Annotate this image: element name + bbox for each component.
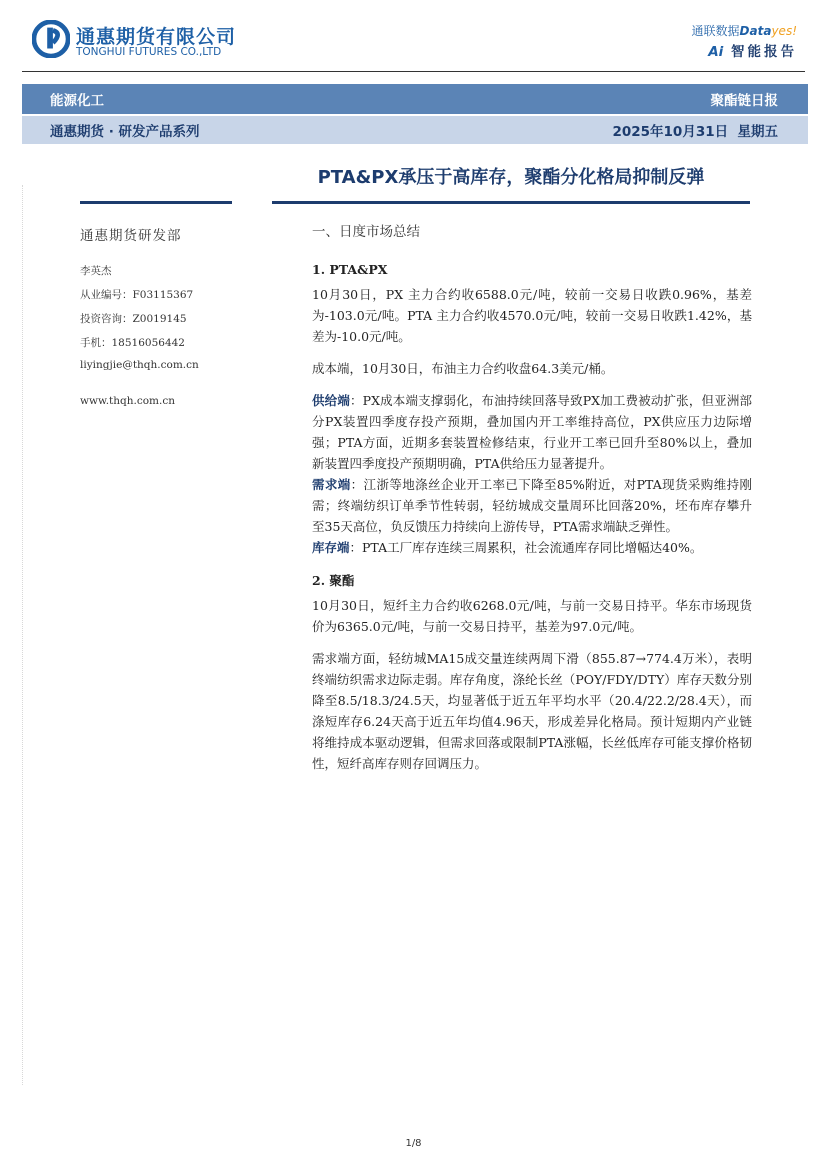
subsection-heading-polyester: 2. 聚酯	[312, 573, 355, 588]
license-number: 从业编号：F03115367	[80, 289, 194, 301]
partner-logo	[692, 22, 797, 39]
paragraph-demand	[312, 474, 752, 537]
company-logo-icon	[32, 20, 70, 58]
paragraph-pta-px-prices: 10月30日，PX 主力合约收6588.0元/吨，较前一交易日收跌0.96%，基差为-103.0元/吨。PTA 主力合约收4570.0元/吨，较前一交易日收跌1.42%，基差为-10.0元/吨。	[312, 287, 752, 344]
title-divider-left	[80, 201, 232, 204]
analyst-name: 李英杰	[80, 265, 112, 277]
paragraph-cost: 成本端，10月30日，布油主力合约收盘64.3美元/桶。	[312, 361, 614, 376]
supply-label: 供给端	[312, 393, 350, 408]
title-divider-right	[272, 201, 750, 204]
paragraph-polyester-demand: 需求端方面，轻纺城MA15成交量连续两周下滑（855.87→774.4万米），表明终端纺织需求边际走弱。库存角度，涤纶长丝（POY/FDY/DTY）库存天数分别降至8.5/18.3/24.5天，均显著低于近五年平均水平（20.4/22.2/28.4天），而涤短库存6.24天高于近五年均值4.96天，形成差异化格局。预计短期内产业链将维持成本驱动逻辑，但需求回落或限制PTA涨幅，长丝低库存可能支撑价格韧性，短纤高库存则存回调压力。	[312, 651, 752, 771]
inventory-text: ：PTA工厂库存连续三周累积，社会流通库存同比增幅达40%。	[349, 540, 703, 555]
series-band	[22, 116, 808, 144]
main-content	[312, 222, 752, 774]
header-divider	[22, 71, 805, 72]
paragraph-staple-fiber: 10月30日，短纤主力合约收6268.0元/吨，与前一交易日持平。华东市场现货价为6365.0元/吨，与前一交易日持平，基差为97.0元/吨。	[312, 598, 752, 634]
company-name-en: TONGHUI FUTURES CO.,LTD	[76, 46, 222, 58]
report-date: 2025年10月31日 星期五	[612, 124, 778, 140]
paragraph-supply	[312, 390, 752, 474]
ai-report-label	[708, 40, 797, 60]
department-name: 通惠期货研发部	[80, 228, 182, 244]
subsection-heading-pta-px: 1. PTA&PX	[312, 262, 388, 277]
company-name-cn: 通惠期货有限公司	[76, 26, 237, 48]
website-link[interactable]: www.thqh.com.cn	[80, 395, 175, 407]
partner-yes: yes!	[771, 24, 797, 38]
partner-prefix: 通联数据	[691, 24, 740, 38]
phone-number: 手机：18516056442	[80, 337, 185, 349]
advisory-number: 投资咨询：Z0019145	[80, 313, 187, 325]
partner-data: Data	[739, 24, 772, 38]
sector-label: 能源化工	[50, 93, 104, 109]
paragraph-inventory	[312, 537, 752, 558]
report-title: PTA&PX承压于高库存，聚酯分化格局抑制反弹	[317, 167, 705, 188]
ai-mark: Ai	[708, 44, 724, 60]
series-label: 通惠期货 · 研发产品系列	[50, 124, 200, 140]
email-link[interactable]: liyingjie@thqh.com.cn	[80, 359, 199, 371]
page-number: 1/8	[405, 1138, 422, 1149]
demand-text: ：江浙等地涤丝企业开工率已下降至85%附近，对PTA现货采购维持刚需；终端纺织订单季节性转弱，轻纺城成交量周环比回落20%，坯布库存攀升至35天高位，负反馈压力持续向上游传导，PTA需求端缺乏弹性。	[312, 477, 752, 534]
demand-label: 需求端	[312, 477, 351, 492]
margin-dotted-line	[22, 185, 23, 1085]
report-type-label: 聚酯链日报	[710, 93, 778, 109]
supply-text: ：PX成本端支撑弱化，布油持续回落导致PX加工费被动扩张，但亚洲部分PX装置四季度存投产预期，叠加国内开工率维持高位，PX供应压力边际增强；PTA方面，近期多套装置检修结束，行业开工率已回升至80%以上，叠加新装置四季度投产预期明确，PTA供给压力显著提升。	[312, 393, 752, 471]
inventory-label: 库存端	[312, 540, 350, 555]
sector-band	[22, 84, 808, 114]
ai-label: 智能报告	[731, 44, 797, 60]
section-heading: 一、日度市场总结	[312, 224, 420, 240]
